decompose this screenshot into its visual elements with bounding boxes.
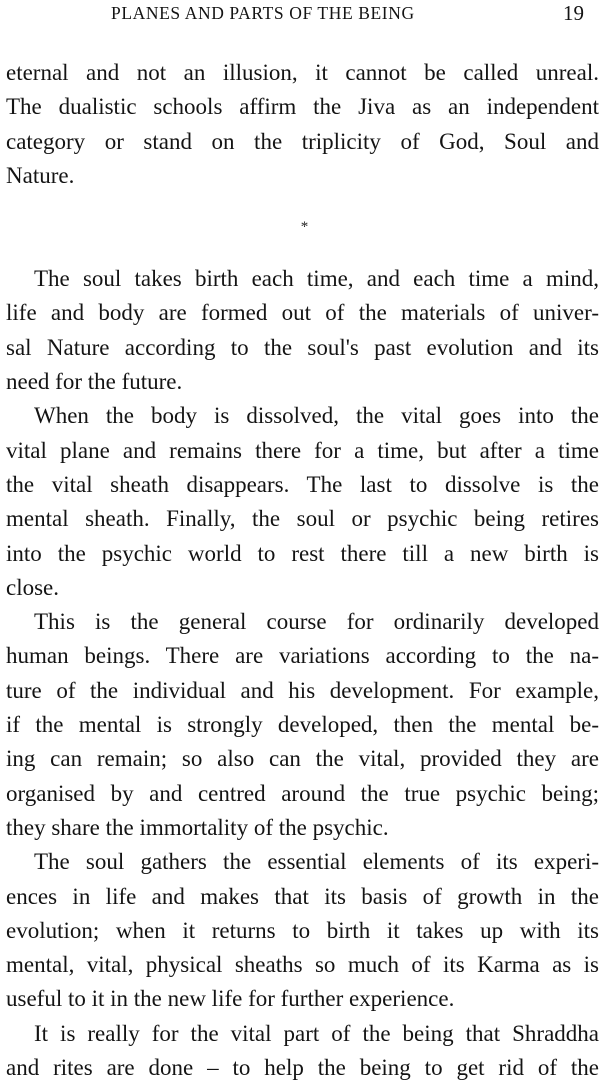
text-line: The soul gathers the essential elements of its experi- — [34, 849, 599, 875]
text-line: need for the future. — [6, 369, 183, 395]
text-line: into the psychic world to rest there till a new birth is — [6, 540, 599, 566]
running-title: PLANES AND PARTS OF THE BEING — [111, 3, 415, 23]
paragraph — [6, 845, 599, 1016]
text-line: ences in life and makes that its basis of growth in the — [6, 883, 599, 909]
paragraph — [6, 399, 599, 605]
paragraph — [6, 605, 599, 845]
running-head — [0, 0, 600, 30]
text-line: category or stand on the triplicity of God, Soul and — [6, 128, 599, 154]
text-line: they share the immortality of the psychic. — [6, 814, 389, 840]
text-line: human beings. There are variations according to the na- — [6, 643, 599, 669]
paragraph — [6, 262, 599, 399]
text-line: ing can remain; so also can the vital, provided they are — [6, 746, 599, 772]
text-line: Nature. — [6, 162, 75, 188]
text-line: organised by and centred around the true psychic being; — [6, 780, 599, 806]
text-line: and rites are done – to help the being to get rid of the — [6, 1055, 599, 1081]
page-number: 19 — [563, 1, 584, 25]
paragraph — [6, 56, 599, 193]
text-line: eternal and not an illusion, it cannot be called unreal. — [6, 60, 599, 85]
text-line: useful to it in the new life for further experience. — [6, 986, 455, 1012]
text-line: life and body are formed out of the materials of univer- — [6, 300, 599, 326]
text-line: It is really for the vital part of the being that Shraddha — [34, 1020, 599, 1046]
text-line: ture of the individual and his development. For example, — [6, 677, 599, 703]
text-line: mental sheath. Finally, the soul or psychic being retires — [6, 506, 599, 532]
section-separator: * — [300, 219, 309, 236]
text-line: if the mental is strongly developed, then the mental be- — [6, 712, 599, 738]
text-line: the vital sheath disappears. The last to dissolve is the — [6, 471, 599, 497]
text-line: The soul takes birth each time, and each time a mind, — [34, 266, 599, 292]
text-line: mental, vital, physical sheaths so much of its Karma as is — [6, 952, 599, 978]
text-line: This is the general course for ordinarily developed — [34, 609, 599, 635]
text-line: vital plane and remains there for a time, but after a time — [6, 437, 599, 463]
paragraph — [6, 1017, 599, 1085]
text-line: The dualistic schools affirm the Jiva as an independent — [6, 94, 599, 120]
body-text — [6, 56, 599, 1085]
text-line: evolution; when it returns to birth it takes up with its — [6, 917, 599, 943]
text-line: sal Nature according to the soul's past evolution and its — [6, 334, 599, 360]
text-line: When the body is dissolved, the vital goes into the — [34, 403, 599, 429]
text-line: close. — [6, 574, 60, 600]
